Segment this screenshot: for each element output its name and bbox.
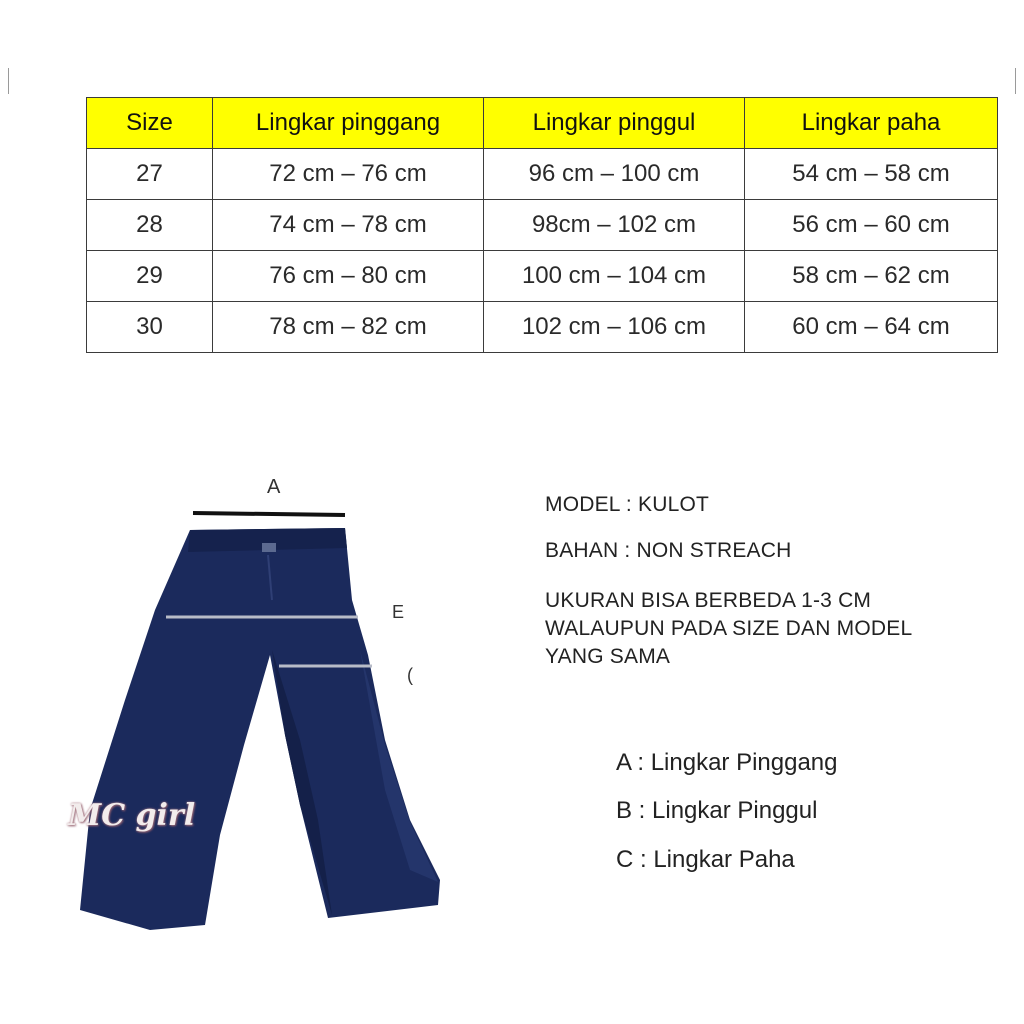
size-chart-table (86, 97, 998, 353)
cell-size: 27 (87, 149, 213, 200)
size-note-line: UKURAN BISA BERBEDA 1-3 CM (545, 589, 872, 612)
label-b: E (392, 602, 405, 622)
watermark-logo: MC girl (68, 798, 196, 833)
table-header-row (87, 98, 998, 149)
kulot-pants-illustration (70, 465, 460, 945)
table-row (87, 149, 998, 200)
cell-pinggul: 102 cm – 106 cm (484, 302, 745, 353)
cell-size: 30 (87, 302, 213, 353)
cell-pinggul: 96 cm – 100 cm (484, 149, 745, 200)
cell-pinggang: 78 cm – 82 cm (213, 302, 484, 353)
cell-pinggang: 76 cm – 80 cm (213, 251, 484, 302)
header-lingkar-pinggul: Lingkar pinggul (484, 98, 745, 149)
table-row (87, 200, 998, 251)
cell-paha: 54 cm – 58 cm (745, 149, 998, 200)
header-lingkar-pinggang: Lingkar pinggang (213, 98, 484, 149)
legend-a: A : Lingkar Pinggang (616, 749, 838, 776)
cell-paha: 60 cm – 64 cm (745, 302, 998, 353)
table-row (87, 251, 998, 302)
edge-mark-left (8, 68, 9, 94)
legend-c: C : Lingkar Paha (616, 846, 795, 873)
header-size: Size (87, 98, 213, 149)
cell-paha: 58 cm – 62 cm (745, 251, 998, 302)
cell-pinggang: 72 cm – 76 cm (213, 149, 484, 200)
size-note-line: WALAUPUN PADA SIZE DAN MODEL (545, 617, 913, 640)
button (262, 543, 276, 552)
label-c: ( (407, 665, 413, 685)
model-text: MODEL : KULOT (545, 493, 710, 516)
bahan-text: BAHAN : NON STREACH (545, 539, 792, 562)
cell-pinggang: 74 cm – 78 cm (213, 200, 484, 251)
pants-body (80, 528, 440, 930)
cell-paha: 56 cm – 60 cm (745, 200, 998, 251)
table-row (87, 302, 998, 353)
cell-pinggul: 100 cm – 104 cm (484, 251, 745, 302)
legend-b: B : Lingkar Pinggul (616, 797, 818, 824)
cell-pinggul: 98cm – 102 cm (484, 200, 745, 251)
cell-size: 29 (87, 251, 213, 302)
size-note (545, 587, 912, 671)
header-lingkar-paha: Lingkar paha (745, 98, 998, 149)
measure-line-a (193, 513, 345, 515)
cell-size: 28 (87, 200, 213, 251)
size-note-line: YANG SAMA (545, 645, 671, 668)
edge-mark-right (1015, 68, 1016, 94)
label-a: A (267, 476, 281, 498)
